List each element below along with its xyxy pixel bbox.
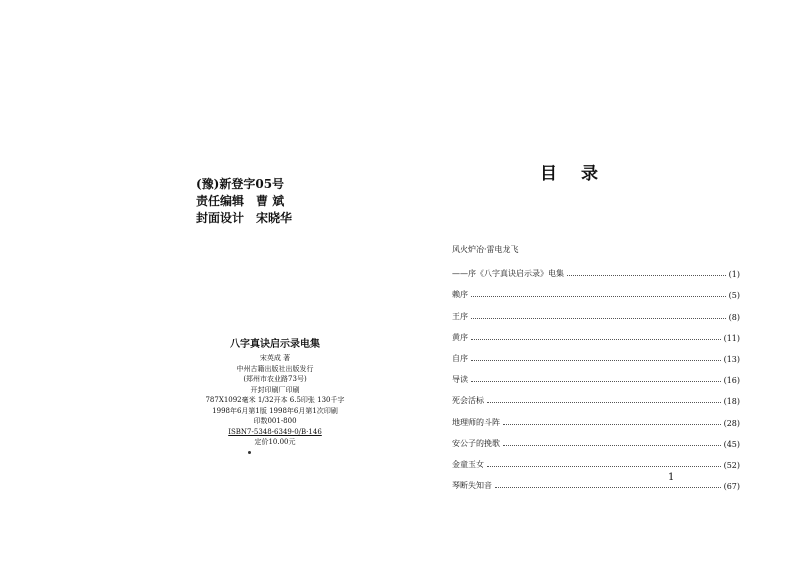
toc-entry-label: ——序《八字真诀启示录》电集 [452, 269, 564, 279]
toc-dot-leader [471, 381, 721, 382]
registration-number: (豫)新登字05号 [196, 177, 285, 191]
toc-entry-page: (8) [728, 312, 740, 322]
toc-entry [452, 406, 740, 427]
table-of-contents [452, 241, 740, 491]
book-title: 八字真诀启示录电集 [230, 339, 320, 350]
toc-entry-label: 王序 [452, 311, 468, 321]
isbn: ISBN7-5348-6349-0/B·146 [228, 427, 322, 436]
right-page [396, 0, 793, 561]
toc-entry-label: 赖序 [452, 290, 468, 300]
left-page [0, 0, 396, 561]
toc-entry-page: (1) [728, 270, 740, 280]
toc-entry [452, 258, 740, 279]
toc-entry-label: 地理师的斗阵 [452, 417, 500, 427]
toc-entry [452, 322, 740, 343]
toc-entry-page: (11) [723, 333, 740, 343]
toc-entry-page: (67) [723, 482, 740, 492]
toc-entry [452, 364, 740, 385]
toc-entry-label: 琴断失知音 [452, 481, 492, 491]
editor-line [196, 193, 292, 210]
toc-entry-label: 金童玉女 [452, 459, 484, 469]
toc-dot-leader [471, 339, 721, 340]
toc-entry-label: 黄序 [452, 332, 468, 342]
editor-name: 曹 斌 [256, 194, 285, 208]
toc-entry-page: (13) [723, 354, 740, 364]
book-specs: 787X1092毫米 1/32开本 6.5印张 130千字 [205, 396, 345, 404]
author: 宋英成 著 [259, 354, 291, 362]
toc-entry [452, 385, 740, 406]
toc-dot-leader [487, 402, 721, 403]
cover-design-line [196, 210, 292, 227]
toc-entry [452, 428, 740, 449]
toc-entry [452, 470, 740, 491]
print-run: 印数001-800 [253, 417, 297, 425]
toc-entry-label: 导读 [452, 375, 468, 385]
toc-heading: 风火炉冶·雷电龙飞 [452, 245, 519, 254]
toc-entry-page: (28) [723, 418, 740, 428]
toc-dot-leader [567, 275, 726, 276]
page-number: 1 [668, 472, 675, 483]
cover-design-name: 宋晓华 [256, 211, 293, 225]
colophon [200, 338, 350, 448]
toc-dot-leader [471, 296, 726, 297]
toc-entry-page: (18) [723, 397, 740, 407]
toc-entry [452, 279, 740, 300]
cover-design-label: 封面设计 [196, 211, 245, 225]
printer: 开封印刷厂印刷 [250, 385, 300, 394]
toc-entry-label: 安公子的挽歌 [452, 438, 500, 448]
editor-label: 责任编辑 [196, 194, 245, 208]
publisher-address: (郑州市农业路73号) [243, 375, 307, 383]
toc-dot-leader [471, 360, 721, 361]
scan-speck [248, 451, 251, 454]
toc-dot-leader [495, 487, 721, 488]
toc-entry-page: (52) [723, 460, 740, 470]
toc-entry [452, 449, 740, 470]
edition-info: 1998年6月第1版 1998年6月第1次印刷 [212, 406, 338, 415]
toc-dot-leader [503, 424, 721, 425]
toc-entry-label: 自序 [452, 353, 468, 363]
toc-entry [452, 343, 740, 364]
toc-list [452, 258, 740, 491]
toc-entry-page: (16) [723, 376, 740, 386]
toc-entry [452, 300, 740, 321]
price: 定价10.00元 [254, 438, 296, 446]
toc-dot-leader [503, 445, 721, 446]
registration-block [196, 176, 292, 227]
toc-title: 目录 [540, 164, 622, 184]
toc-entry-page: (45) [723, 439, 740, 449]
publisher: 中州古籍出版社出版发行 [236, 364, 314, 373]
toc-entry-label: 死会活标 [452, 396, 484, 406]
toc-dot-leader [471, 318, 726, 319]
toc-entry-page: (5) [728, 291, 740, 301]
toc-dot-leader [487, 466, 721, 467]
